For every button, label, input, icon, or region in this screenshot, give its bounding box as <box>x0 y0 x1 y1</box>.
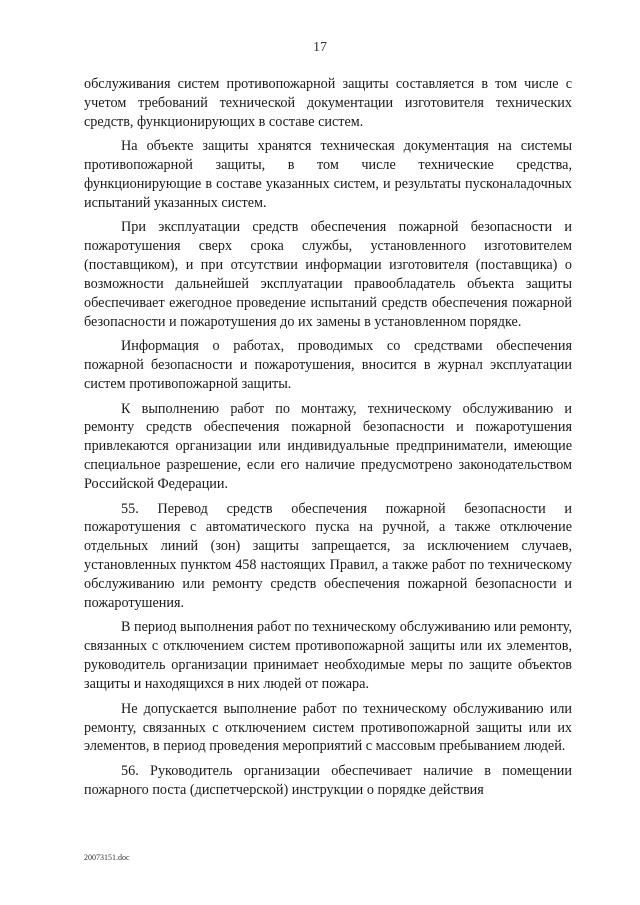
paragraph-mass-events: Не допускается выполнение работ по техническому обслуживанию или ремонту, связанных с отключением систем противопожарной защиты или их элементов, в период проведения мероприятий с массовым пребыванием людей. <box>84 700 572 755</box>
paragraph-work-log: Информация о работах, проводимых со средствами обеспечения пожарной безопасности и пожаротушения, вносится в журнал эксплуатации систем противопожарной защиты. <box>84 338 572 393</box>
paragraph-item-55: 55. Перевод средств обеспечения пожарной безопасности и пожаротушения с автоматического пуска на ручной, а также отключение отдельных линий (зон) защиты запрещается, за исключением случаев, установленных пунктом 458 настоящих Правил, а также работ по техническому обслуживанию или ремонту средств обеспечения пожарной безопасности и пожаротушения. <box>84 500 572 612</box>
footer-file-code: 20073151.doc <box>84 853 130 862</box>
paragraph-service-life: При эксплуатации средств обеспечения пожарной безопасности и пожаротушения сверх срока службы, установленного изготовителем (поставщиком), и при отсутствии информации изготовителя (поставщика) о возможности дальнейшей эксплуатации правообладатель объекта защиты обеспечивает ежегодное проведение испытаний средств обеспечения пожарной безопасности и пожаротушения до их замены в установленном порядке. <box>84 219 572 330</box>
paragraph-maintenance-period: В период выполнения работ по техническому обслуживанию или ремонту, связанных с отключением систем противопожарной защиты или их элементов, руководитель организации принимает необходимые меры по защите объектов защиты и находящихся в них людей от пожара. <box>84 619 573 693</box>
paragraph-contractors: К выполнению работ по монтажу, техническому обслуживанию и ремонту средств обеспечения пожарной безопасности и пожаротушения привлекаются организации или индивидуальные предприниматели, имеющие специальное разрешение, если его наличие предусмотрено законодательством Российской Федерации. <box>84 400 572 493</box>
page-number: 17 <box>313 40 327 55</box>
paragraph-item-56: 56. Руководитель организации обеспечивает наличие в помещении пожарного поста (диспетчерской) инструкции о порядке действия <box>84 762 572 798</box>
paragraph-technical-documentation: На объекте защиты хранятся техническая документация на системы противопожарной защиты, в том числе технические средства, функционирующие в составе указанных систем, и результаты пусконаладочных испытаний указанных систем. <box>84 138 572 211</box>
body-text <box>84 75 572 805</box>
paragraph-continuation: обслуживания систем противопожарной защиты составляется в том числе с учетом требований технической документации изготовителя технических средств, функционирующих в составе систем. <box>84 76 572 130</box>
